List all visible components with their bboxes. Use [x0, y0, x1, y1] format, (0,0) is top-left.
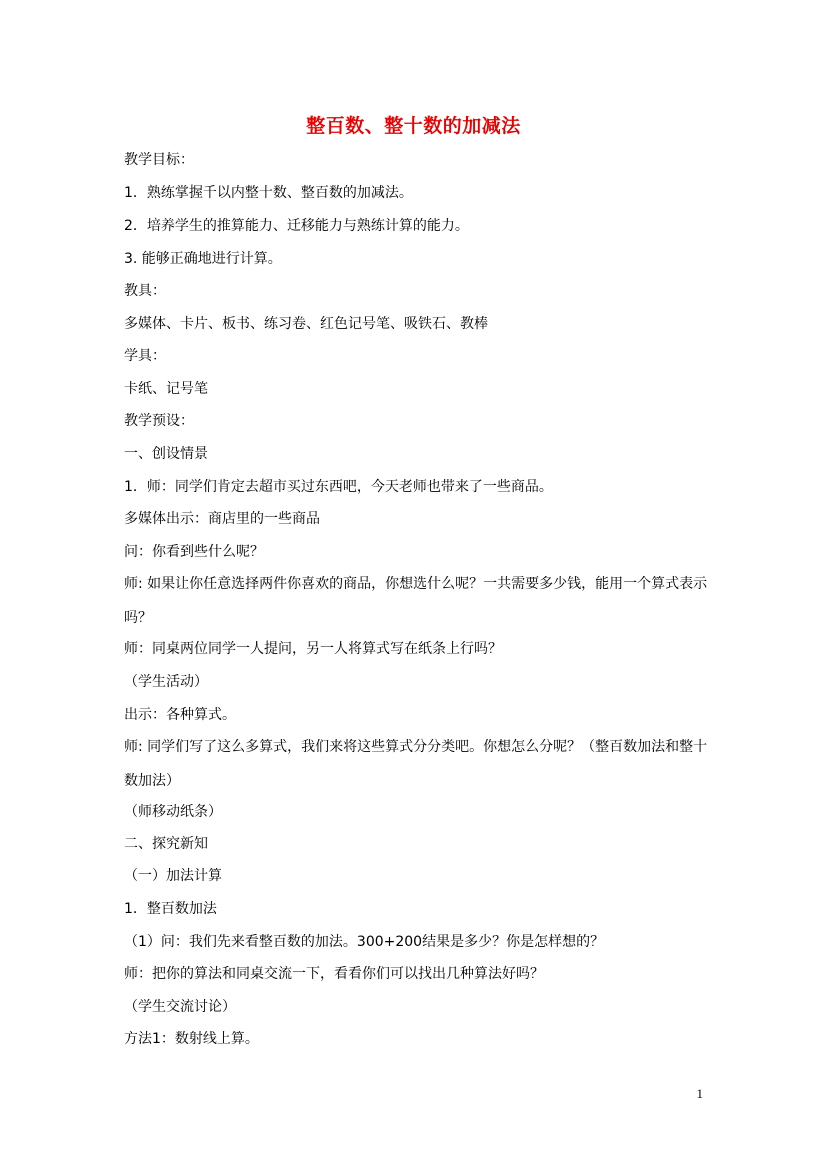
text-line: （学生交流讨论）: [124, 999, 236, 1015]
text-line: 二、探究新知: [124, 836, 208, 852]
page-number: 1: [696, 1086, 703, 1101]
text-line: 一、创设情景: [124, 446, 208, 462]
text-line: 出示：各种算式。: [124, 707, 236, 723]
text-line: 师：把你的算法和同桌交流一下，看看你们可以找出几种算法好吗？: [124, 966, 544, 982]
text-paragraph: 师: 如果让你任意选择两件你喜欢的商品，你想选什么呢？一共需要多少钱，能用一个算式表示吗？: [124, 576, 708, 626]
text-line: 问：你看到些什么呢？: [124, 544, 264, 560]
text-line: 3. 能够正确地进行计算。: [124, 251, 282, 267]
text-line: 1．熟练掌握千以内整十数、整百数的加减法。: [124, 185, 413, 201]
text-line: 教学预设：: [124, 413, 194, 429]
text-line: （1）问：我们先来看整百数的加法。300+200结果是多少？你是怎样想的？: [124, 934, 605, 950]
text-line: 教学目标：: [124, 152, 194, 168]
text-line: （师移动纸条）: [124, 804, 222, 820]
text-line: （学生活动）: [124, 674, 208, 690]
document-title: 整百数、整十数的加减法: [306, 115, 521, 137]
text-line: （一）加法计算: [124, 868, 222, 884]
text-paragraph: 师: 同学们写了这么多算式，我们来将这些算式分分类吧。你想怎么分呢？（整百数加法和整十数加法）: [124, 739, 708, 789]
text-line: 师：同桌两位同学一人提问，另一人将算式写在纸条上行吗？: [124, 641, 502, 657]
text-line: 1．师：同学们肯定去超市买过东西吧，今天老师也带来了一些商品。: [124, 479, 553, 495]
text-line: 1．整百数加法: [124, 901, 217, 917]
text-line: 教具：: [124, 283, 166, 299]
text-line: 多媒体、卡片、板书、练习卷、红色记号笔、吸铁石、教棒: [124, 316, 488, 332]
text-line: 学具：: [124, 348, 166, 364]
text-line: 卡纸、记号笔: [124, 381, 208, 397]
text-line: 方法1：数射线上算。: [124, 1031, 259, 1047]
text-line: 多媒体出示：商店里的一些商品: [124, 511, 320, 527]
text-line: 2．培养学生的推算能力、迁移能力与熟练计算的能力。: [124, 218, 469, 234]
